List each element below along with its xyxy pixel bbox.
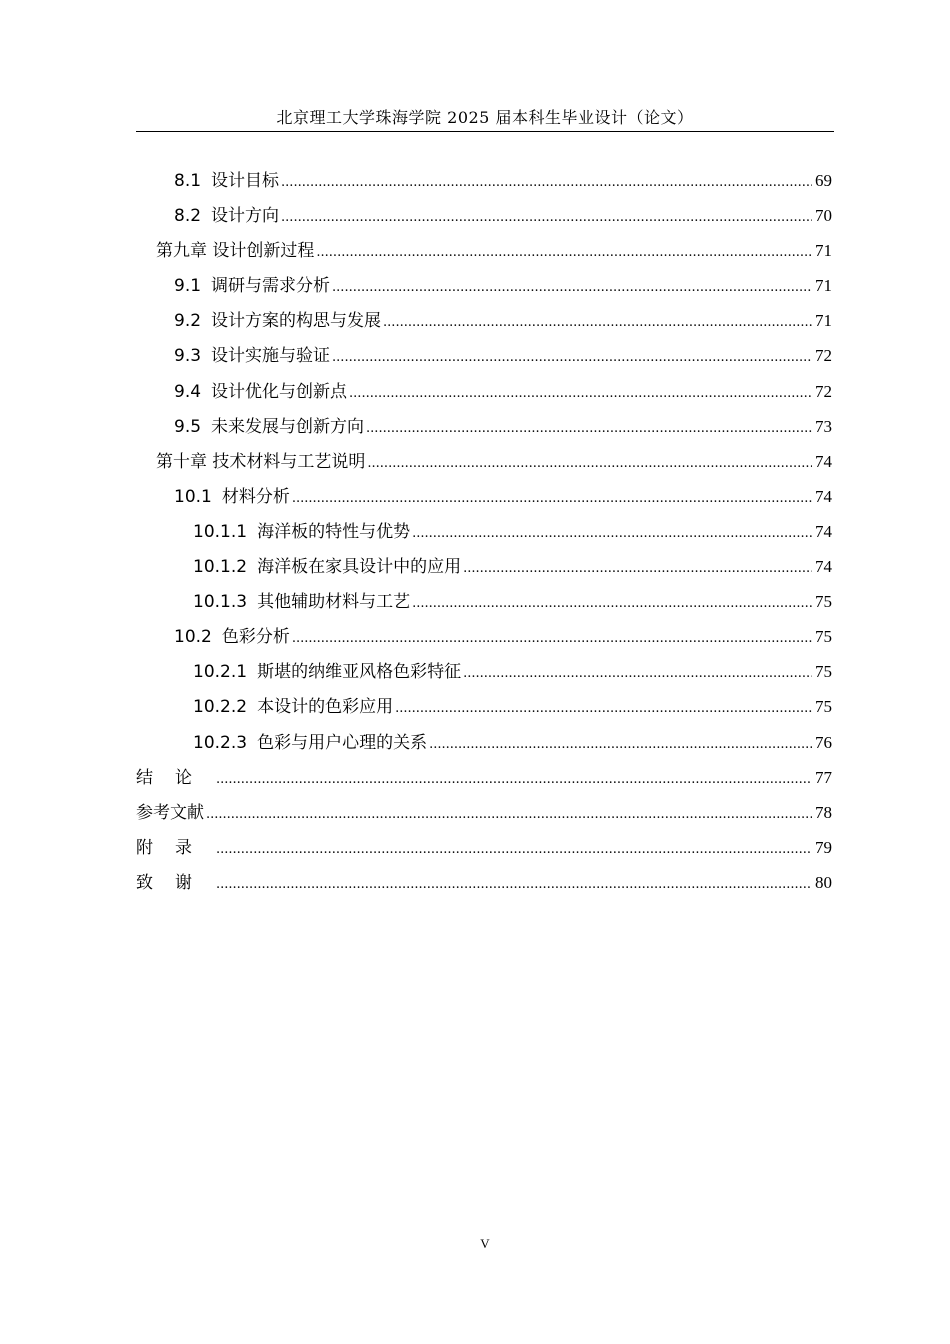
toc-entry[interactable] bbox=[136, 268, 832, 303]
toc-leader-dots bbox=[281, 165, 812, 200]
toc-entry-number: 10.1.1 bbox=[193, 521, 248, 542]
toc-leader-dots bbox=[429, 727, 812, 762]
toc-leader-dots bbox=[292, 481, 812, 516]
toc-entry-number: 10.1 bbox=[174, 486, 212, 507]
toc-entry-number: 9.4 bbox=[174, 381, 202, 402]
toc-entry-page: 70 bbox=[815, 206, 832, 226]
toc-entry-number: 10.2 bbox=[174, 627, 212, 648]
toc-entry-title: 设计目标 bbox=[211, 171, 280, 191]
toc-entry-number: 10.2.1 bbox=[193, 662, 248, 683]
toc-entry[interactable] bbox=[136, 619, 832, 654]
toc-entry[interactable] bbox=[136, 303, 832, 338]
toc-entry-title: 附录 bbox=[136, 837, 214, 858]
toc-entry-title: 设计优化与创新点 bbox=[211, 381, 348, 402]
toc-entry[interactable] bbox=[136, 163, 832, 198]
toc-entry-title: 参考文献 bbox=[136, 802, 204, 823]
toc-leader-dots bbox=[463, 551, 812, 586]
toc-entry[interactable] bbox=[136, 865, 832, 900]
toc-entry-page: 76 bbox=[815, 732, 832, 752]
toc-entry[interactable] bbox=[136, 409, 832, 444]
toc-entry[interactable] bbox=[136, 654, 832, 689]
toc-entry-number: 9.2 bbox=[174, 311, 202, 332]
toc-entry-title: 色彩分析 bbox=[221, 627, 290, 648]
toc-entry-page: 75 bbox=[815, 662, 832, 682]
table-of-contents bbox=[136, 163, 832, 900]
toc-leader-dots bbox=[292, 621, 812, 656]
page-number: V bbox=[480, 1236, 490, 1251]
toc-leader-dots bbox=[366, 411, 812, 446]
toc-entry[interactable] bbox=[136, 795, 832, 830]
toc-entry[interactable] bbox=[136, 725, 832, 760]
toc-leader-dots bbox=[395, 691, 812, 726]
toc-entry-title: 未来发展与创新方向 bbox=[211, 416, 365, 437]
toc-entry-page: 71 bbox=[815, 276, 832, 296]
toc-entry-number: 9.5 bbox=[174, 416, 202, 437]
toc-entry[interactable] bbox=[136, 514, 832, 549]
toc-entry-page: 69 bbox=[815, 171, 832, 190]
toc-leader-dots bbox=[383, 305, 812, 340]
toc-leader-dots bbox=[463, 656, 812, 691]
toc-entry[interactable] bbox=[136, 549, 832, 584]
toc-leader-dots bbox=[349, 376, 812, 411]
toc-entry[interactable] bbox=[136, 233, 832, 268]
toc-leader-dots bbox=[316, 235, 812, 270]
toc-leader-dots bbox=[216, 867, 812, 902]
toc-entry[interactable] bbox=[136, 338, 832, 373]
toc-entry-page: 74 bbox=[815, 486, 832, 506]
toc-entry-number: 10.2.2 bbox=[193, 697, 248, 718]
toc-entry-number: 10.1.2 bbox=[193, 557, 248, 578]
toc-leader-dots bbox=[412, 516, 812, 551]
toc-entry-page: 74 bbox=[815, 451, 832, 471]
toc-leader-dots bbox=[216, 762, 812, 797]
toc-leader-dots bbox=[216, 832, 812, 867]
toc-entry[interactable] bbox=[136, 584, 832, 619]
toc-entry[interactable] bbox=[136, 689, 832, 724]
toc-entry-page: 72 bbox=[815, 381, 832, 401]
toc-entry-title: 设计方案的构思与发展 bbox=[211, 311, 382, 332]
toc-entry-title: 调研与需求分析 bbox=[211, 276, 331, 297]
toc-entry-page: 74 bbox=[815, 521, 832, 541]
toc-entry-page: 71 bbox=[815, 311, 832, 331]
toc-entry[interactable] bbox=[136, 830, 832, 865]
toc-leader-dots bbox=[332, 270, 812, 305]
toc-entry[interactable] bbox=[136, 479, 832, 514]
toc-entry-title: 结论 bbox=[136, 767, 214, 788]
toc-entry-page: 79 bbox=[815, 837, 832, 857]
toc-entry-number: 10.1.3 bbox=[193, 592, 248, 613]
toc-entry-title: 设计实施与验证 bbox=[211, 346, 331, 367]
toc-entry-number: 8.1 bbox=[174, 171, 202, 191]
toc-entry[interactable] bbox=[136, 444, 832, 479]
toc-entry-page: 71 bbox=[815, 241, 832, 261]
toc-entry-title: 第十章 技术材料与工艺说明 bbox=[156, 451, 366, 472]
toc-entry-title: 斯堪的纳维亚风格色彩特征 bbox=[257, 662, 462, 683]
toc-leader-dots bbox=[412, 586, 812, 621]
toc-entry-page: 77 bbox=[815, 767, 832, 787]
toc-leader-dots bbox=[281, 200, 812, 235]
toc-entry-page: 75 bbox=[815, 592, 832, 612]
toc-entry-number: 8.2 bbox=[174, 206, 202, 227]
toc-entry-number: 10.2.3 bbox=[193, 732, 248, 753]
toc-leader-dots bbox=[332, 340, 812, 375]
toc-entry-page: 80 bbox=[815, 872, 832, 892]
toc-entry[interactable] bbox=[136, 760, 832, 795]
toc-entry-page: 78 bbox=[815, 802, 832, 822]
toc-entry-page: 75 bbox=[815, 627, 832, 647]
toc-entry-page: 74 bbox=[815, 557, 832, 577]
toc-entry-title: 致谢 bbox=[136, 872, 214, 893]
toc-entry-title: 海洋板在家具设计中的应用 bbox=[257, 557, 462, 578]
toc-entry-title: 第九章 设计创新过程 bbox=[156, 241, 315, 262]
toc-entry-title: 本设计的色彩应用 bbox=[257, 697, 394, 718]
toc-entry-number: 9.1 bbox=[174, 276, 202, 297]
toc-entry-page: 72 bbox=[815, 346, 832, 366]
header-rule bbox=[136, 131, 834, 132]
toc-entry-page: 73 bbox=[815, 416, 832, 436]
toc-entry-title: 海洋板的特性与优势 bbox=[257, 521, 411, 542]
toc-leader-dots bbox=[206, 797, 812, 832]
toc-entry-title: 设计方向 bbox=[211, 206, 280, 227]
toc-leader-dots bbox=[367, 446, 812, 481]
toc-entry-page: 75 bbox=[815, 697, 832, 717]
toc-entry[interactable] bbox=[136, 374, 832, 409]
page-header: 北京理工大学珠海学院 2025 届本科生毕业设计（论文） bbox=[276, 108, 694, 127]
toc-entry-title: 色彩与用户心理的关系 bbox=[257, 732, 428, 753]
toc-entry-title: 其他辅助材料与工艺 bbox=[257, 592, 411, 613]
toc-entry-number: 9.3 bbox=[174, 346, 202, 367]
toc-entry-title: 材料分析 bbox=[221, 486, 290, 507]
toc-entry[interactable] bbox=[136, 198, 832, 233]
